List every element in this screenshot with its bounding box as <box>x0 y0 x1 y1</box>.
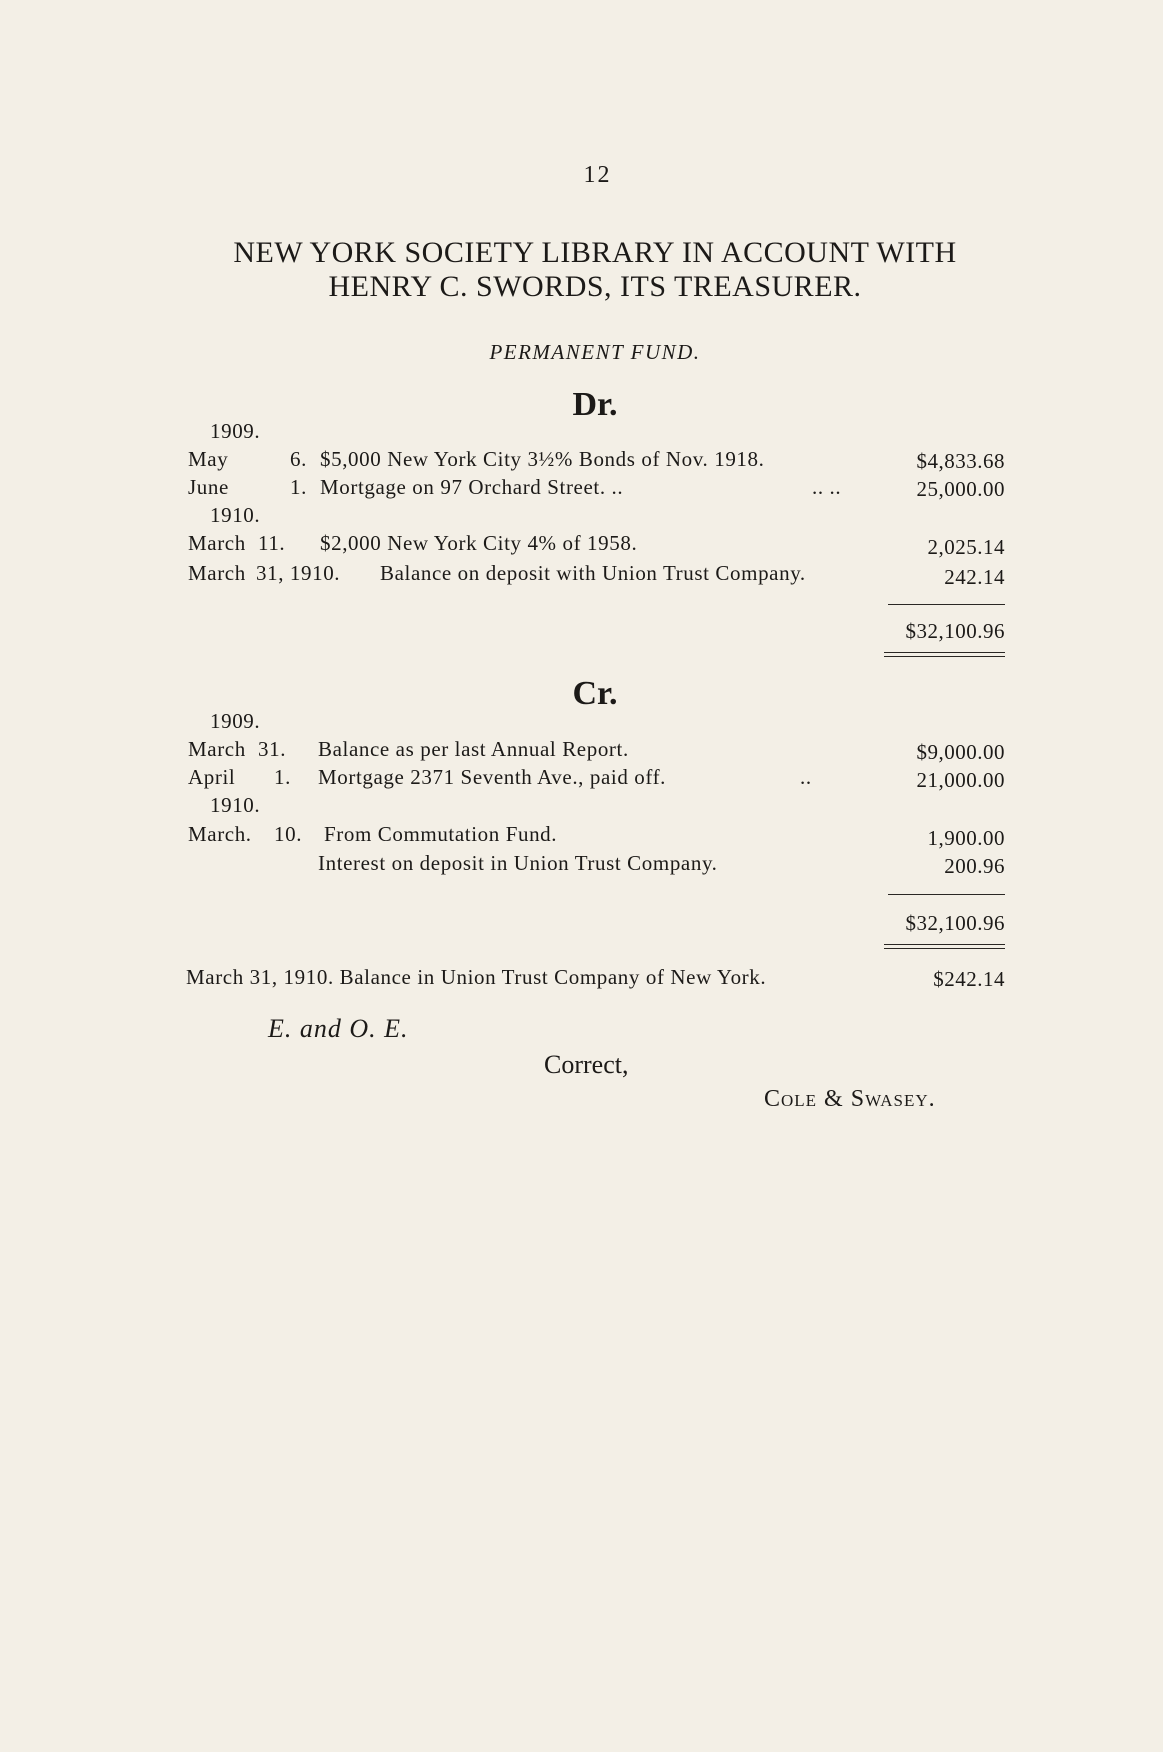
credit-total-rule <box>888 894 1005 895</box>
credit-row-day: 31. <box>258 737 287 761</box>
errors-omissions-note: E. and O. E. <box>268 1014 409 1043</box>
credit-row-amount: $9,000.00 <box>916 740 1005 764</box>
credit-row-day: 1. <box>274 765 291 789</box>
closing-balance-amount: $242.14 <box>933 967 1005 991</box>
debit-row-date: March <box>188 531 246 555</box>
debit-total: $32,100.96 <box>905 619 1005 643</box>
debit-total-rule <box>888 604 1005 605</box>
credit-total-double-rule <box>884 944 1005 949</box>
auditor-signature: Cole & Swasey. <box>764 1086 936 1112</box>
debit-row-day: 11. <box>258 531 286 555</box>
debit-row-amount: 2,025.14 <box>927 535 1005 559</box>
page-number: 12 <box>583 162 612 188</box>
credit-row-date: March <box>188 737 246 761</box>
heading-line-2: HENRY C. SWORDS, ITS TREASURER. <box>328 270 862 303</box>
fund-title: PERMANENT FUND. <box>489 340 701 364</box>
debit-label: Dr. <box>572 386 618 423</box>
debit-row-day: 1. <box>290 475 307 499</box>
debit-year-1910: 1910. <box>210 503 261 527</box>
credit-row-date: March. <box>188 822 252 846</box>
debit-row-leader-dots: .. .. <box>812 475 842 499</box>
credit-row-leader-dots: .. <box>800 765 812 789</box>
credit-label: Cr. <box>572 675 618 712</box>
heading-line-1: NEW YORK SOCIETY LIBRARY IN ACCOUNT WITH <box>233 236 957 269</box>
closing-balance-line: March 31, 1910. Balance in Union Trust Company of New York. <box>186 965 767 989</box>
debit-year-1909: 1909. <box>210 419 261 443</box>
debit-row-amount: $4,833.68 <box>916 449 1005 473</box>
debit-row-date: May <box>188 447 229 471</box>
credit-row-desc: Balance as per last Annual Report. <box>318 737 629 761</box>
debit-total-double-rule <box>884 652 1005 657</box>
correct-text: Correct, <box>544 1050 629 1079</box>
credit-row-desc: From Commutation Fund. <box>324 822 558 846</box>
debit-row-amount: 25,000.00 <box>916 477 1005 501</box>
credit-row-desc: Interest on deposit in Union Trust Company. <box>318 851 718 875</box>
debit-row-date: June <box>188 475 229 499</box>
credit-row-amount: 200.96 <box>944 854 1005 878</box>
debit-row-desc: Balance on deposit with Union Trust Company. <box>380 561 806 585</box>
debit-row-desc: $2,000 New York City 4% of 1958. <box>320 531 638 555</box>
debit-row-day: 31, 1910. <box>256 561 341 585</box>
credit-total: $32,100.96 <box>905 911 1005 935</box>
credit-row-amount: 21,000.00 <box>916 768 1005 792</box>
credit-row-date: April <box>188 765 236 789</box>
credit-row-day: 10. <box>274 822 303 846</box>
credit-row-amount: 1,900.00 <box>927 826 1005 850</box>
credit-year-1909: 1909. <box>210 709 261 733</box>
credit-year-1910: 1910. <box>210 793 261 817</box>
debit-row-desc: $5,000 New York City 3½% Bonds of Nov. 1918. <box>320 447 765 471</box>
credit-row-desc: Mortgage 2371 Seventh Ave., paid off. <box>318 765 667 789</box>
debit-row-date: March <box>188 561 246 585</box>
debit-row-desc: Mortgage on 97 Orchard Street. .. <box>320 475 624 499</box>
debit-row-amount: 242.14 <box>944 565 1005 589</box>
debit-row-day: 6. <box>290 447 307 471</box>
